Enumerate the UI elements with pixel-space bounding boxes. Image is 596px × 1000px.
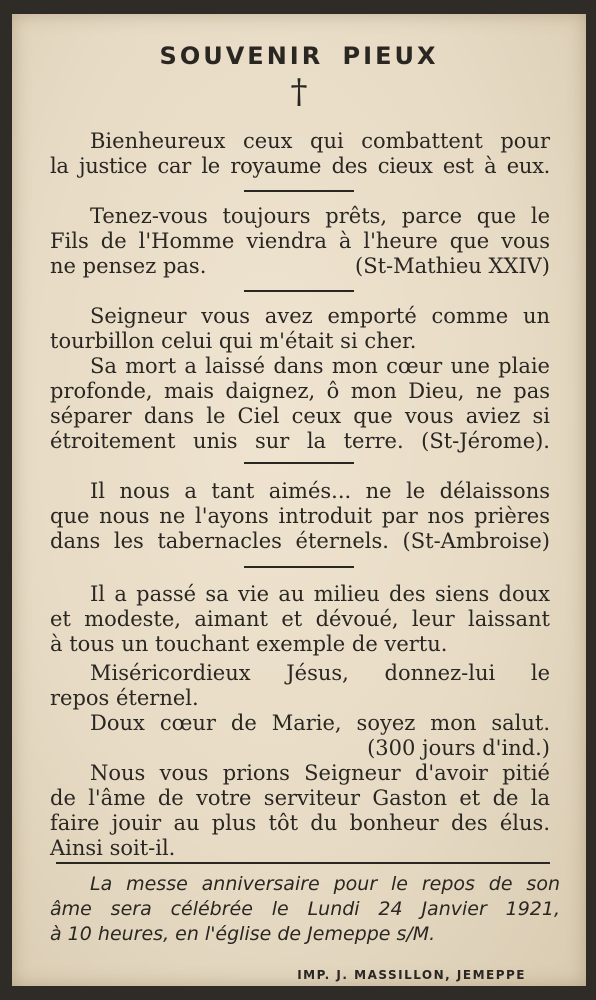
text-line: Tenez-vous toujours prêts, parce que le bbox=[90, 204, 550, 228]
cross-icon: † bbox=[290, 72, 308, 112]
text-line: que nous ne l'ayons introduit par nos prières bbox=[50, 504, 550, 528]
indulgence-note: (300 jours d'ind.) bbox=[367, 736, 550, 760]
mathieu-quote bbox=[50, 204, 550, 279]
text-line: Miséricordieux Jésus, donnez-lui le bbox=[90, 661, 550, 685]
text-line: Il a passé sa vie au milieu des siens doux bbox=[90, 582, 550, 606]
text-line: repos éternel. bbox=[50, 686, 199, 710]
citation: (St-Mathieu XXIV) bbox=[355, 254, 550, 278]
text-line: tourbillon celui qui m'était si cher. bbox=[50, 329, 417, 353]
text-line: Seigneur vous avez emporté comme un bbox=[90, 304, 550, 328]
text-line: à tous un touchant exemple de vertu. bbox=[50, 632, 448, 656]
mass-announcement bbox=[50, 872, 560, 947]
text-line bbox=[50, 254, 550, 279]
text-line: Doux cœur de Marie, soyez mon salut. bbox=[90, 711, 550, 735]
memorial-card bbox=[12, 14, 586, 986]
text-line: la justice car le royaume des cieux est à eux. bbox=[50, 154, 550, 178]
text-line: profonde, mais daignez, ô mon Dieu, ne pas bbox=[50, 379, 550, 403]
text-line: Fils de l'Homme viendra à l'heure que vous bbox=[50, 229, 550, 253]
text-line: et modeste, aimant et dévoué, leur laissant bbox=[50, 607, 550, 631]
text-line: séparer dans le Ciel ceux que vous aviez si bbox=[50, 404, 550, 428]
text-line: âme sera célébrée le Lundi 24 Janvier 1921, bbox=[50, 898, 560, 920]
text-line: La messe anniversaire pour le repos de son bbox=[90, 873, 560, 895]
text-line: à 10 heures, en l'église de Jemeppe s/M. bbox=[50, 923, 436, 945]
separator-rule bbox=[244, 190, 354, 192]
text-fragment: ne pensez pas. bbox=[50, 254, 207, 278]
text-line: Nous vous prions Seigneur d'avoir pitié bbox=[90, 761, 550, 785]
text-line: Ainsi soit-il. bbox=[50, 836, 176, 860]
text-line: Il nous a tant aimés... ne le délaissons bbox=[90, 479, 550, 503]
ambroise-quote bbox=[50, 479, 550, 554]
printer-imprint: IMP. J. MASSILLON, JEMEPPE bbox=[297, 968, 526, 982]
text-line: de l'âme de votre serviteur Gaston et de la bbox=[50, 786, 550, 810]
separator-rule bbox=[244, 566, 354, 568]
life-and-prayers bbox=[50, 582, 550, 861]
jerome-quote bbox=[50, 304, 550, 454]
separator-rule bbox=[56, 862, 550, 864]
separator-rule bbox=[244, 462, 354, 464]
card-title: SOUVENIR PIEUX bbox=[159, 42, 439, 70]
text-line: étroitement unis sur la terre. (St-Jérome). bbox=[50, 429, 550, 453]
beatitude-paragraph bbox=[50, 129, 550, 179]
text-line: Bienheureux ceux qui combattent pour bbox=[90, 129, 550, 153]
separator-rule bbox=[244, 290, 354, 292]
text-line: dans les tabernacles éternels. (St-Ambroise) bbox=[50, 529, 550, 553]
text-line: Sa mort a laissé dans mon cœur une plaie bbox=[90, 354, 550, 378]
text-line: faire jouir au plus tôt du bonheur des élus. bbox=[50, 811, 550, 835]
